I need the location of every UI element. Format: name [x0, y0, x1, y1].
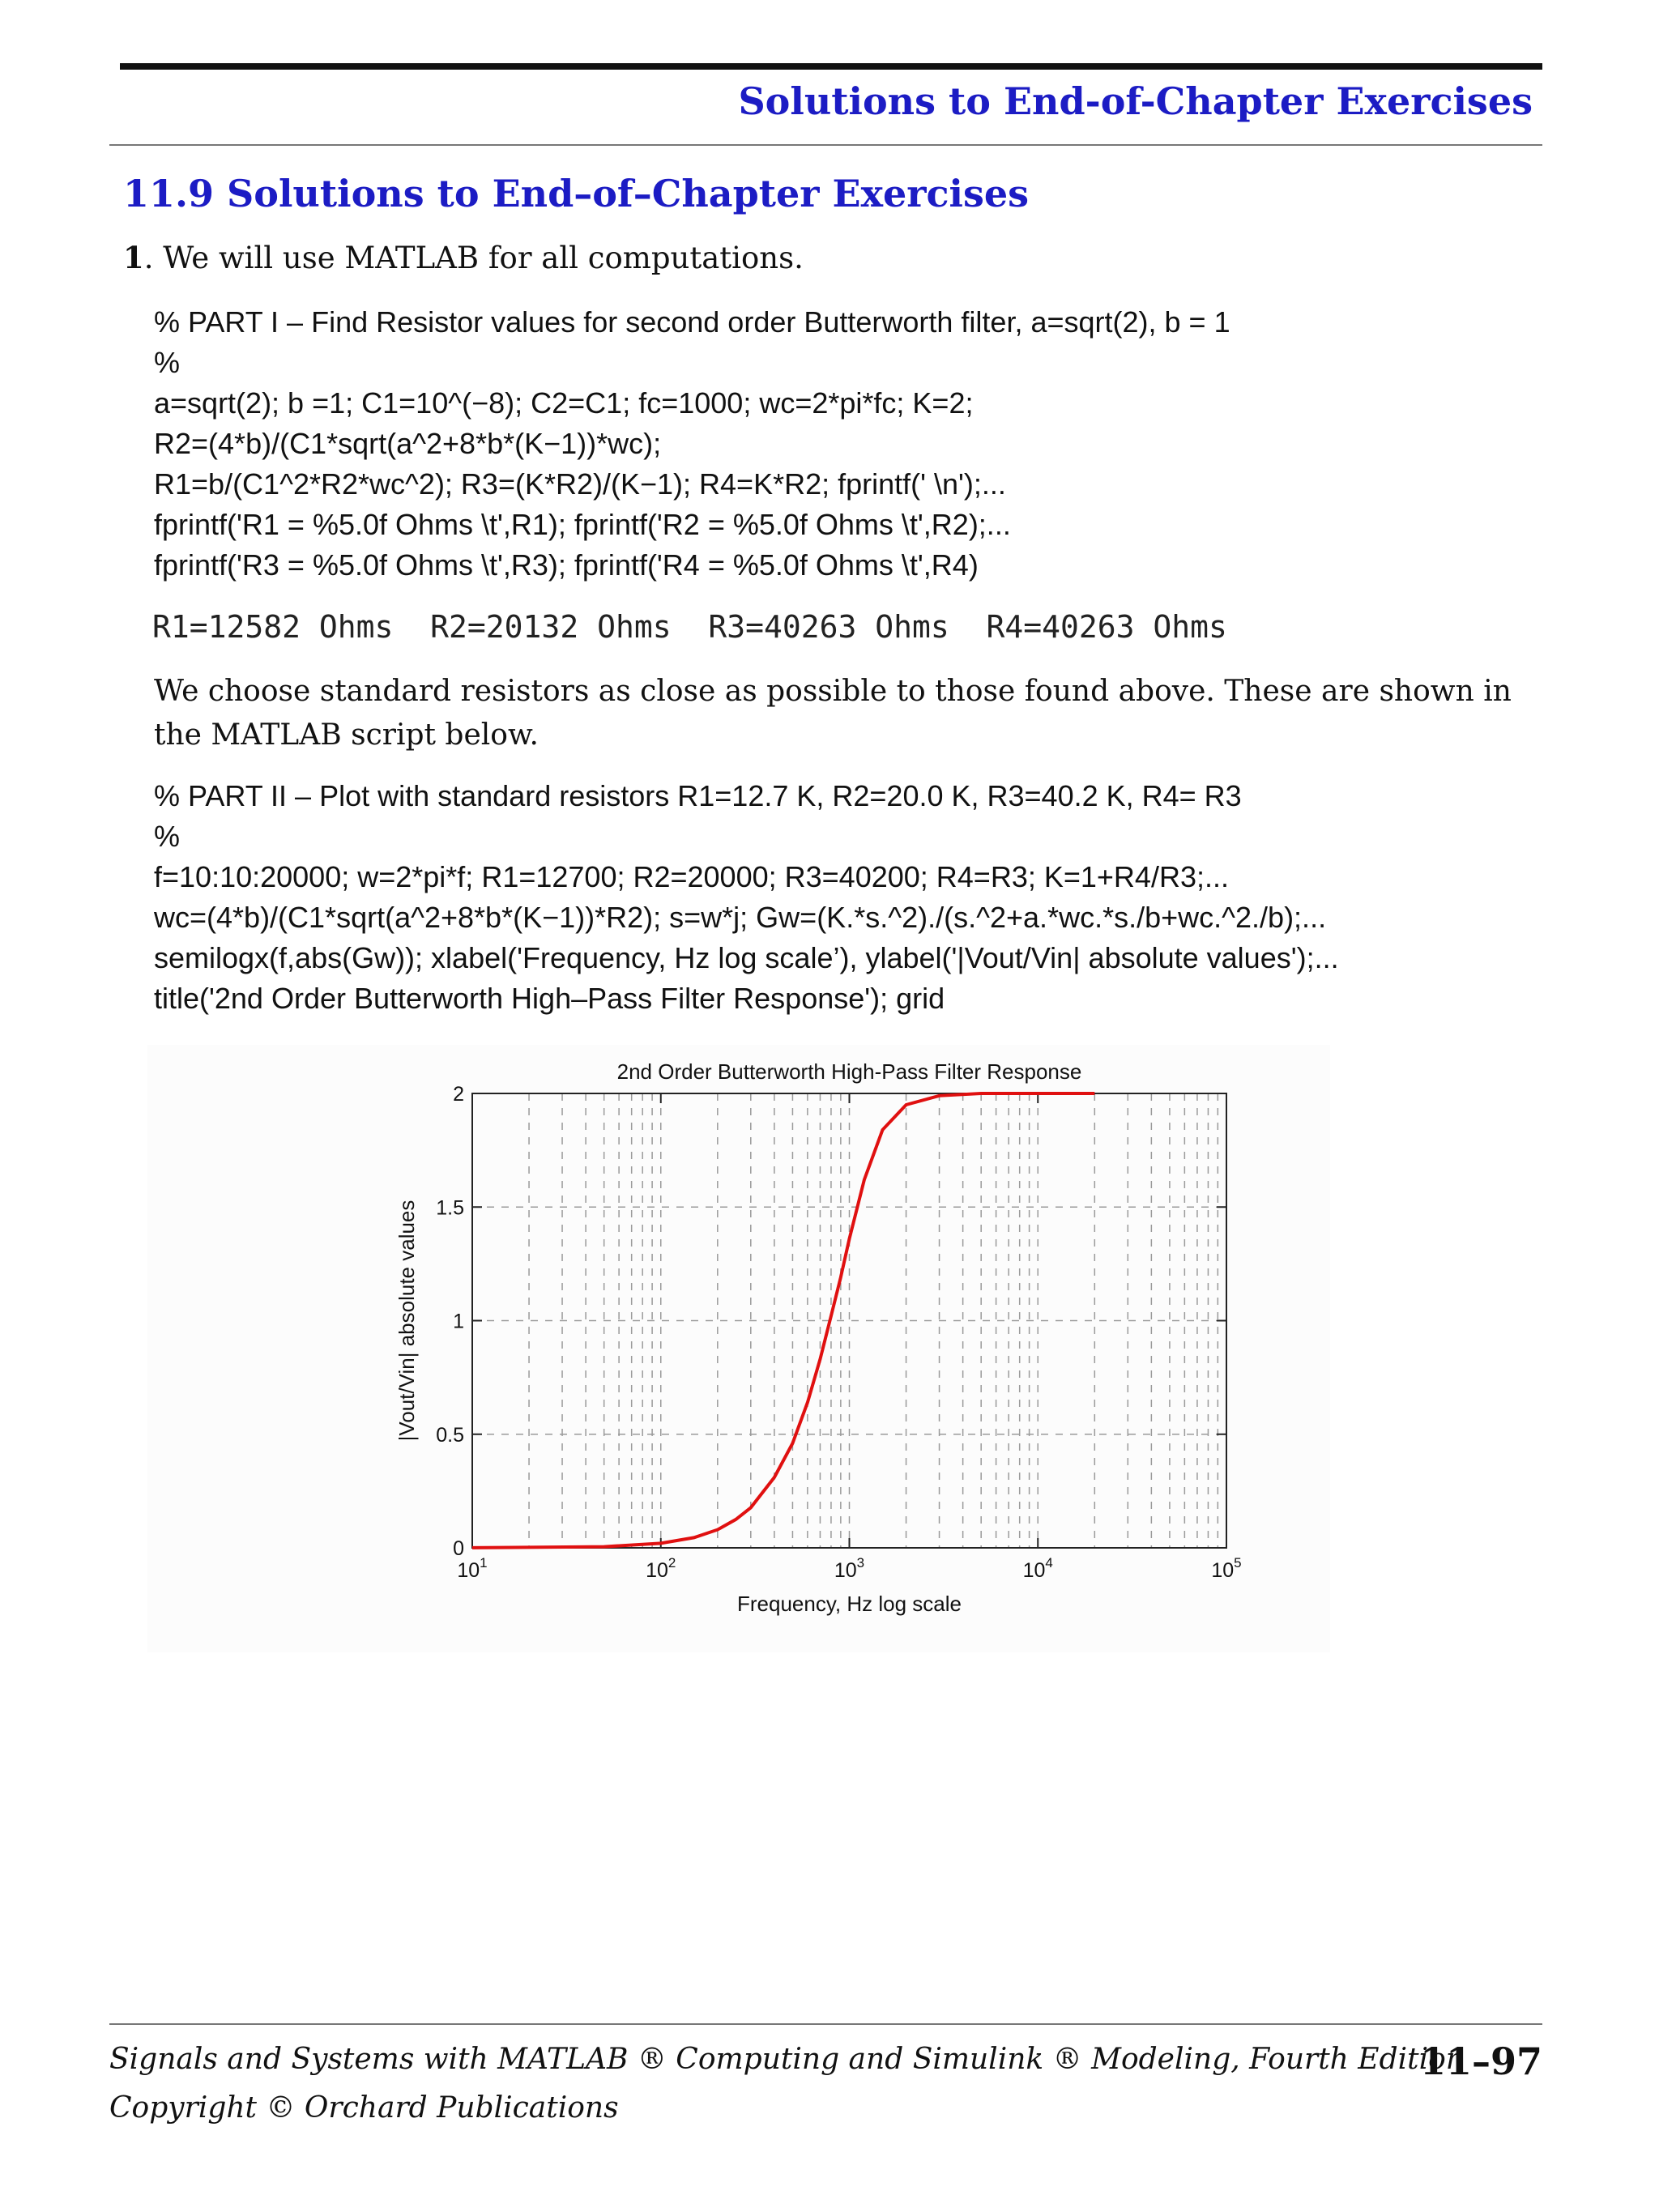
- exercise-text: . We will use MATLAB for all computations.: [143, 241, 804, 275]
- code-line: % PART II – Plot with standard resistors R1=12.7 K, R2=20.0 K, R3=40.2 K, R4= R3: [154, 779, 1242, 812]
- body-paragraph: We choose standard resistors as close as possible to those found above. These are shown in the MATLAB script below.: [154, 675, 1512, 752]
- y-tick-label: 1.5: [436, 1196, 464, 1220]
- code-line: fprintf('R1 = %5.0f Ohms \t',R1); fprintf('R2 = %5.0f Ohms \t',R2);...: [154, 508, 1011, 541]
- code-line: R1=b/(C1^2*R2*wc^2); R3=(K*R2)/(K−1); R4=K*R2; fprintf(' \n');...: [154, 467, 1006, 501]
- footer-rule: [109, 2023, 1542, 2025]
- running-title: Solutions to End-of-Chapter Exercises: [738, 79, 1533, 123]
- code-line: %: [154, 820, 181, 853]
- x-tick-label: $10^3$: [834, 1555, 865, 1582]
- y-tick-label: 0.5: [436, 1423, 464, 1447]
- x-tick-label: $10^5$: [1211, 1555, 1242, 1582]
- x-tick-label: $10^4$: [1022, 1555, 1053, 1582]
- y-tick-label: 1: [453, 1310, 464, 1333]
- code-line: fprintf('R3 = %5.0f Ohms \t',R3); fprintf('R4 = %5.0f Ohms \t',R4): [154, 548, 979, 582]
- y-tick-label: 0: [453, 1537, 464, 1560]
- code-line: wc=(4*b)/(C1*sqrt(a^2+8*b*(K−1))*R2); s=w*j; Gw=(K.*s.^2)./(s.^2+a.*wc.*s./b+wc.^2./b);...: [154, 901, 1327, 934]
- section-title: 11.9 Solutions to End–of–Chapter Exercises: [123, 172, 1030, 215]
- x-axis-label: Frequency, Hz log scale: [737, 1592, 962, 1616]
- chart-title: 2nd Order Butterworth High-Pass Filter Response: [616, 1059, 1082, 1084]
- code-line: % PART I – Find Resistor values for second order Butterworth filter, a=sqrt(2), b = 1: [154, 305, 1230, 339]
- code-line: a=sqrt(2); b =1; C1=10^(−8); C2=C1; fc=1000; wc=2*pi*fc; K=2;: [154, 386, 974, 420]
- footer-book-title: Signals and Systems with MATLAB ® Computing and Simulink ® Modeling, Fourth Edition: [109, 2043, 1465, 2076]
- code-line: R2=(4*b)/(C1*sqrt(a^2+8*b*(K−1))*wc);: [154, 427, 662, 460]
- x-tick-label: $10^1$: [457, 1555, 488, 1582]
- program-output: R1=12582 Ohms R2=20132 Ohms R3=40263 Ohms R4=40263 Ohms: [152, 609, 1227, 645]
- y-tick-label: 2: [453, 1083, 464, 1106]
- code-line: title('2nd Order Butterworth High–Pass Filter Response'); grid: [154, 982, 945, 1015]
- grid-layer: [472, 1093, 1226, 1548]
- code-line: f=10:10:20000; w=2*pi*f; R1=12700; R2=20000; R3=40200; R4=R3; K=1+R4/R3;...: [154, 860, 1229, 893]
- footer-copyright: Copyright © Orchard Publications: [109, 2091, 619, 2125]
- y-axis-label: |Vout/Vin| absolute values: [394, 1200, 419, 1442]
- x-tick-label: $10^2$: [646, 1555, 676, 1582]
- exercise-number: 1: [123, 240, 144, 275]
- code-line: %: [154, 346, 181, 379]
- page-number: 11–97: [1419, 2039, 1542, 2083]
- code-line: semilogx(f,abs(Gw)); xlabel('Frequency, Hz log scale’), ylabel('|Vout/Vin| absolute values');...: [154, 941, 1339, 974]
- tick-layer: [436, 1083, 1241, 1582]
